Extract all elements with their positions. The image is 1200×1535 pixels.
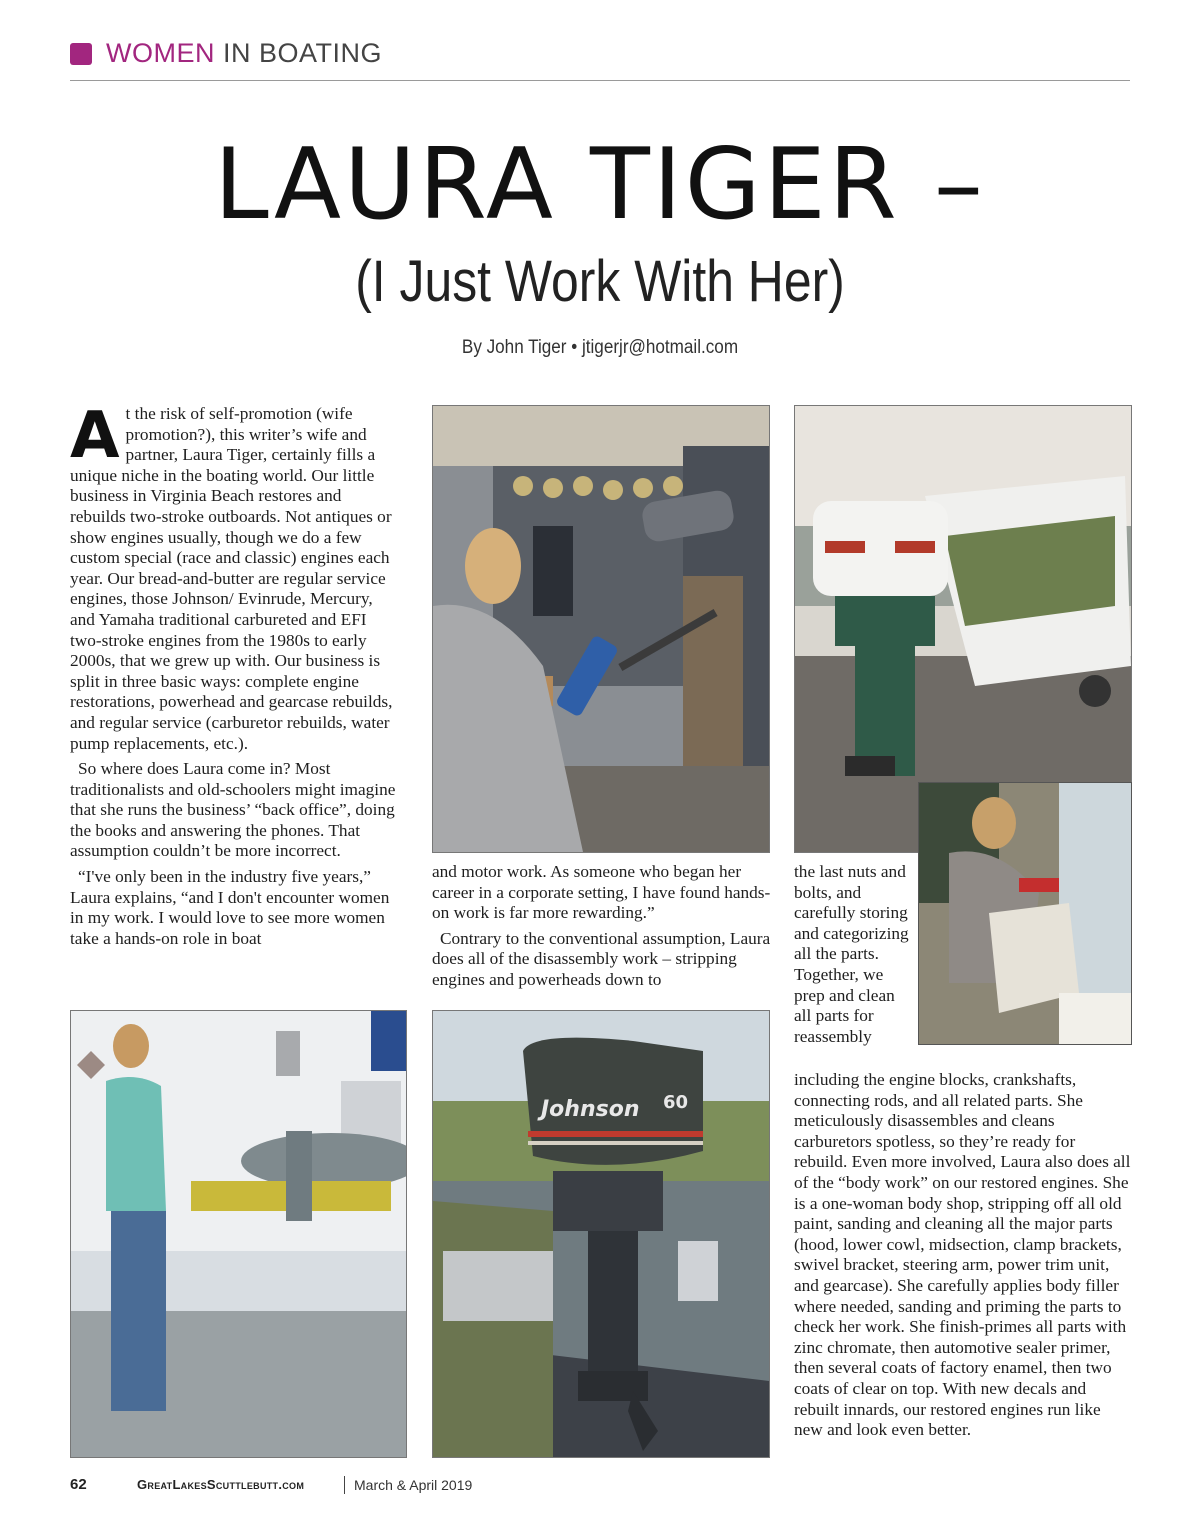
paragraph-quote: “I've only been in the industry five years,” Laura explains, “and I don't encounter women in my work. I would love to see more women take a hands-on role in boat bbox=[70, 867, 390, 948]
paragraph-laura-role: So where does Laura come in? Most traditionalists and old-schoolers might imagine that she runs the business’ “back office”, doing the books and answering the phones. That assumption couldn’t be more incorrect. bbox=[70, 759, 396, 861]
paragraph-intro-text: t the risk of self-promotion (wife promotion?), this writer’s wife and partner, Laura Tiger, certainly fills a unique niche in the boating world. Our little business in Virginia Beach restores and rebuilds two-stroke outboards. Not antiques or show engines usually, though we do a few custom special (race and classic) engines each year. Our bread-and-butter are regular service engines, those Johnson/ Evinrude, Mercury, and Yamaha traditional carbureted and EFI two-stroke engines from the 1980s to early 2000s, that we grew up with. Our business is split in three basic ways: complete engine restorations, powerhead and gearcase rebuilds, and regular service (carburetor rebuilds, water pump replacements, etc.). bbox=[70, 404, 393, 753]
paragraph-disassembly: Contrary to the conventional assumption, Laura does all of the disassembly work – stripping engines and powerheads down to bbox=[432, 928, 771, 989]
publication-site: GreatLakesScuttlebutt.com bbox=[137, 1477, 305, 1492]
page-number: 62 bbox=[70, 1476, 87, 1493]
photo-inset-sanding-cowl bbox=[918, 782, 1132, 1045]
footer-divider bbox=[344, 1476, 345, 1494]
photo-workshop-gearcase bbox=[432, 405, 770, 853]
section-marker-square bbox=[70, 43, 92, 65]
drop-cap: A bbox=[70, 399, 120, 473]
column-2-text bbox=[432, 862, 772, 991]
paragraph-quote-continued: and motor work. As someone who began her career in a corporate setting, I have found hands-on work is far more rewarding.” bbox=[432, 862, 771, 923]
paragraph-parts: the last nuts and bolts, and carefully storing and categorizing all the parts. Together, we prep and clean all parts for reassembly bbox=[794, 862, 909, 1046]
paragraph-intro bbox=[70, 399, 398, 754]
article-subtitle: (I Just Work With Her) bbox=[355, 249, 845, 314]
photo-spray-painting bbox=[70, 1010, 407, 1458]
section-label-rest: IN BOATING bbox=[223, 38, 383, 68]
photo-johnson-outboard bbox=[432, 1010, 770, 1458]
section-label bbox=[106, 38, 382, 69]
article-byline: By John Tiger • jtigerjr@hotmail.com bbox=[461, 337, 739, 358]
issue-date: March & April 2019 bbox=[354, 1477, 473, 1493]
column-1-text bbox=[70, 399, 398, 949]
engine-horsepower-label: 60 bbox=[663, 1092, 689, 1113]
header-divider bbox=[70, 80, 1130, 81]
engine-brand-logo: Johnson bbox=[541, 1097, 640, 1122]
section-label-accent: WOMEN bbox=[106, 38, 215, 68]
paragraph-body-work: including the engine blocks, crankshafts, connecting rods, and all related parts. She meticulously disassembles and cleans carburetors spotless, so they’re ready for rebuild. Even more involved, Laura also does all of the “body work” on our restored engines. She is a one-woman body shop, stripping off all old paint, sanding and cleaning all the major parts (hood, lower cowl, midsection, clamp brackets, swivel bracket, steering arm, power trim unit, and gearcase). She carefully applies body filler where needed, sanding and priming the parts to check her work. She finish-primes all parts with zinc chromate, then automotive sealer primer, then several coats of factory enamel, then two coats of clear on top. With new decals and rebuilt innards, our restored engines run like new and look even better. bbox=[794, 1070, 1131, 1440]
column-3-narrow-text bbox=[794, 862, 912, 1047]
article-title: LAURA TIGER – bbox=[214, 128, 986, 242]
column-3-wide-text bbox=[794, 1070, 1132, 1441]
